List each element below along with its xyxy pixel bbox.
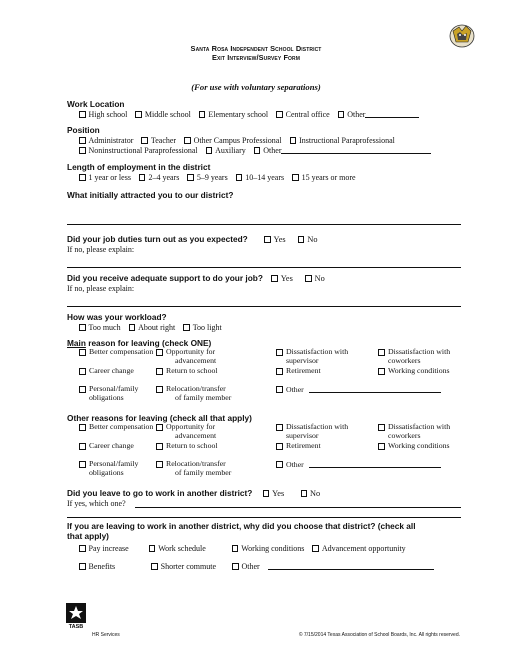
which-district-label: If yes, which one? xyxy=(67,499,126,508)
tasb-logo-text: TASB xyxy=(68,624,84,629)
work-location-option[interactable]: Central office xyxy=(276,110,330,119)
checkbox[interactable] xyxy=(298,236,305,243)
district-name: Santa Rosa Independent School District xyxy=(190,44,322,53)
other-fill-line[interactable] xyxy=(309,385,441,393)
attracted-label: What initially attracted you to our district? xyxy=(67,190,234,200)
checkbox[interactable] xyxy=(290,137,297,144)
checkbox[interactable] xyxy=(378,349,385,356)
checkbox[interactable] xyxy=(378,443,385,450)
form-title: Exit Interview/Survey Form xyxy=(211,53,301,62)
work-location-option[interactable]: Other xyxy=(338,110,420,119)
footer-copyright: © 7/15/2014 Texas Association of School Boards, Inc. All rights reserved. xyxy=(298,632,460,638)
checkbox[interactable] xyxy=(305,275,312,282)
checkbox[interactable] xyxy=(312,545,319,552)
checkbox[interactable] xyxy=(139,174,146,181)
another-district-question: Did you leave to go to work in another district? Yes No xyxy=(67,488,321,498)
form-header xyxy=(0,44,512,62)
checkbox[interactable] xyxy=(141,137,148,144)
duties-explain: If no, please explain: xyxy=(67,245,135,254)
footer-department: HR Services xyxy=(92,632,120,638)
checkbox[interactable] xyxy=(187,174,194,181)
checkbox[interactable] xyxy=(338,111,345,118)
checkbox[interactable] xyxy=(276,386,283,393)
checkbox[interactable] xyxy=(206,147,213,154)
other-fill-line[interactable] xyxy=(309,460,441,468)
checkbox[interactable] xyxy=(156,461,163,468)
section-divider xyxy=(67,517,461,518)
other-fill-line[interactable] xyxy=(268,562,434,570)
checkbox[interactable] xyxy=(184,137,191,144)
why-district-row1: Pay increase Work schedule Working conditions Advancement opportunity xyxy=(79,544,412,553)
checkbox[interactable] xyxy=(292,174,299,181)
work-location-option[interactable]: Middle school xyxy=(135,110,191,119)
checkbox[interactable] xyxy=(183,324,190,331)
checkbox[interactable] xyxy=(79,563,86,570)
checkbox[interactable] xyxy=(149,545,156,552)
other-fill-line[interactable] xyxy=(281,146,431,154)
checkbox[interactable] xyxy=(79,386,86,393)
work-location-label: Work Location xyxy=(67,99,125,109)
why-district-label: If you are leaving to work in another district, why did you choose that district? (check all that apply) xyxy=(67,521,416,541)
checkbox[interactable] xyxy=(276,368,283,375)
checkbox[interactable] xyxy=(276,349,283,356)
checkbox[interactable] xyxy=(79,324,86,331)
main-reason-label: Main reason for leaving (check ONE) xyxy=(67,338,212,348)
checkbox[interactable] xyxy=(156,386,163,393)
checkbox[interactable] xyxy=(378,368,385,375)
which-district-fill-line[interactable] xyxy=(135,507,461,508)
checkbox[interactable] xyxy=(79,111,86,118)
checkbox[interactable] xyxy=(79,349,86,356)
checkbox[interactable] xyxy=(129,324,136,331)
position-options-row1: Administrator Teacher Other Campus Professional Instructional Paraprofessional xyxy=(79,136,401,145)
work-location-option[interactable]: High school xyxy=(79,110,127,119)
checkbox[interactable] xyxy=(254,147,261,154)
other-reasons-grid: Better compensation Career change Personal/family obligations Opportunity for advancement Return to school Relocation/transfer of family member Dissatisfaction with supervisor Retirement Other Dissatisfaction with coworkers Working conditions xyxy=(79,423,479,485)
other-fill-line[interactable] xyxy=(365,110,419,118)
answer-line[interactable] xyxy=(67,267,461,268)
checkbox[interactable] xyxy=(232,545,239,552)
answer-line[interactable] xyxy=(67,306,461,307)
position-options-row2: Noninstructional Paraprofessional Auxiliary Other xyxy=(79,146,437,155)
checkbox[interactable] xyxy=(264,236,271,243)
other-reasons-label: Other reasons for leaving (check all that apply) xyxy=(67,413,252,423)
checkbox[interactable] xyxy=(276,461,283,468)
checkbox[interactable] xyxy=(271,275,278,282)
checkbox[interactable] xyxy=(156,349,163,356)
length-options: 1 year or less 2–4 years 5–9 years 10–14 years 15 years or more xyxy=(79,173,362,182)
work-location-option[interactable]: Elementary school xyxy=(199,110,268,119)
checkbox[interactable] xyxy=(156,424,163,431)
form-subtitle: (For use with voluntary separations) xyxy=(191,82,321,92)
why-district-row2: Benefits Shorter commute Other xyxy=(79,562,440,571)
checkbox[interactable] xyxy=(276,443,283,450)
checkbox[interactable] xyxy=(276,424,283,431)
support-question: Did you receive adequate support to do your job? Yes No xyxy=(67,273,325,283)
work-location-options xyxy=(79,110,425,119)
checkbox[interactable] xyxy=(79,137,86,144)
checkbox[interactable] xyxy=(263,490,270,497)
position-label: Position xyxy=(67,125,100,135)
checkbox[interactable] xyxy=(156,443,163,450)
checkbox[interactable] xyxy=(151,563,158,570)
tasb-logo-icon xyxy=(66,603,86,629)
checkbox[interactable] xyxy=(79,461,86,468)
workload-label: How was your workload? xyxy=(67,312,167,322)
checkbox[interactable] xyxy=(79,174,86,181)
checkbox[interactable] xyxy=(79,368,86,375)
checkbox[interactable] xyxy=(79,147,86,154)
length-label: Length of employment in the district xyxy=(67,162,211,172)
checkbox[interactable] xyxy=(79,545,86,552)
support-explain: If no, please explain: xyxy=(67,284,135,293)
checkbox[interactable] xyxy=(199,111,206,118)
checkbox[interactable] xyxy=(276,111,283,118)
workload-options: Too much About right Too light xyxy=(79,323,228,332)
checkbox[interactable] xyxy=(301,490,308,497)
checkbox[interactable] xyxy=(156,368,163,375)
duties-question: Did your job duties turn out as you expected? Yes No xyxy=(67,234,318,244)
checkbox[interactable] xyxy=(236,174,243,181)
checkbox[interactable] xyxy=(79,424,86,431)
checkbox[interactable] xyxy=(79,443,86,450)
main-reason-grid: Better compensation Career change Personal/family obligations Opportunity for advancement Return to school Relocation/transfer of family member Dissatisfaction with supervisor Retirement Other Dissatisfaction with coworkers Working conditions xyxy=(79,348,479,410)
checkbox[interactable] xyxy=(232,563,239,570)
checkbox[interactable] xyxy=(378,424,385,431)
answer-line[interactable] xyxy=(67,224,461,225)
checkbox[interactable] xyxy=(135,111,142,118)
